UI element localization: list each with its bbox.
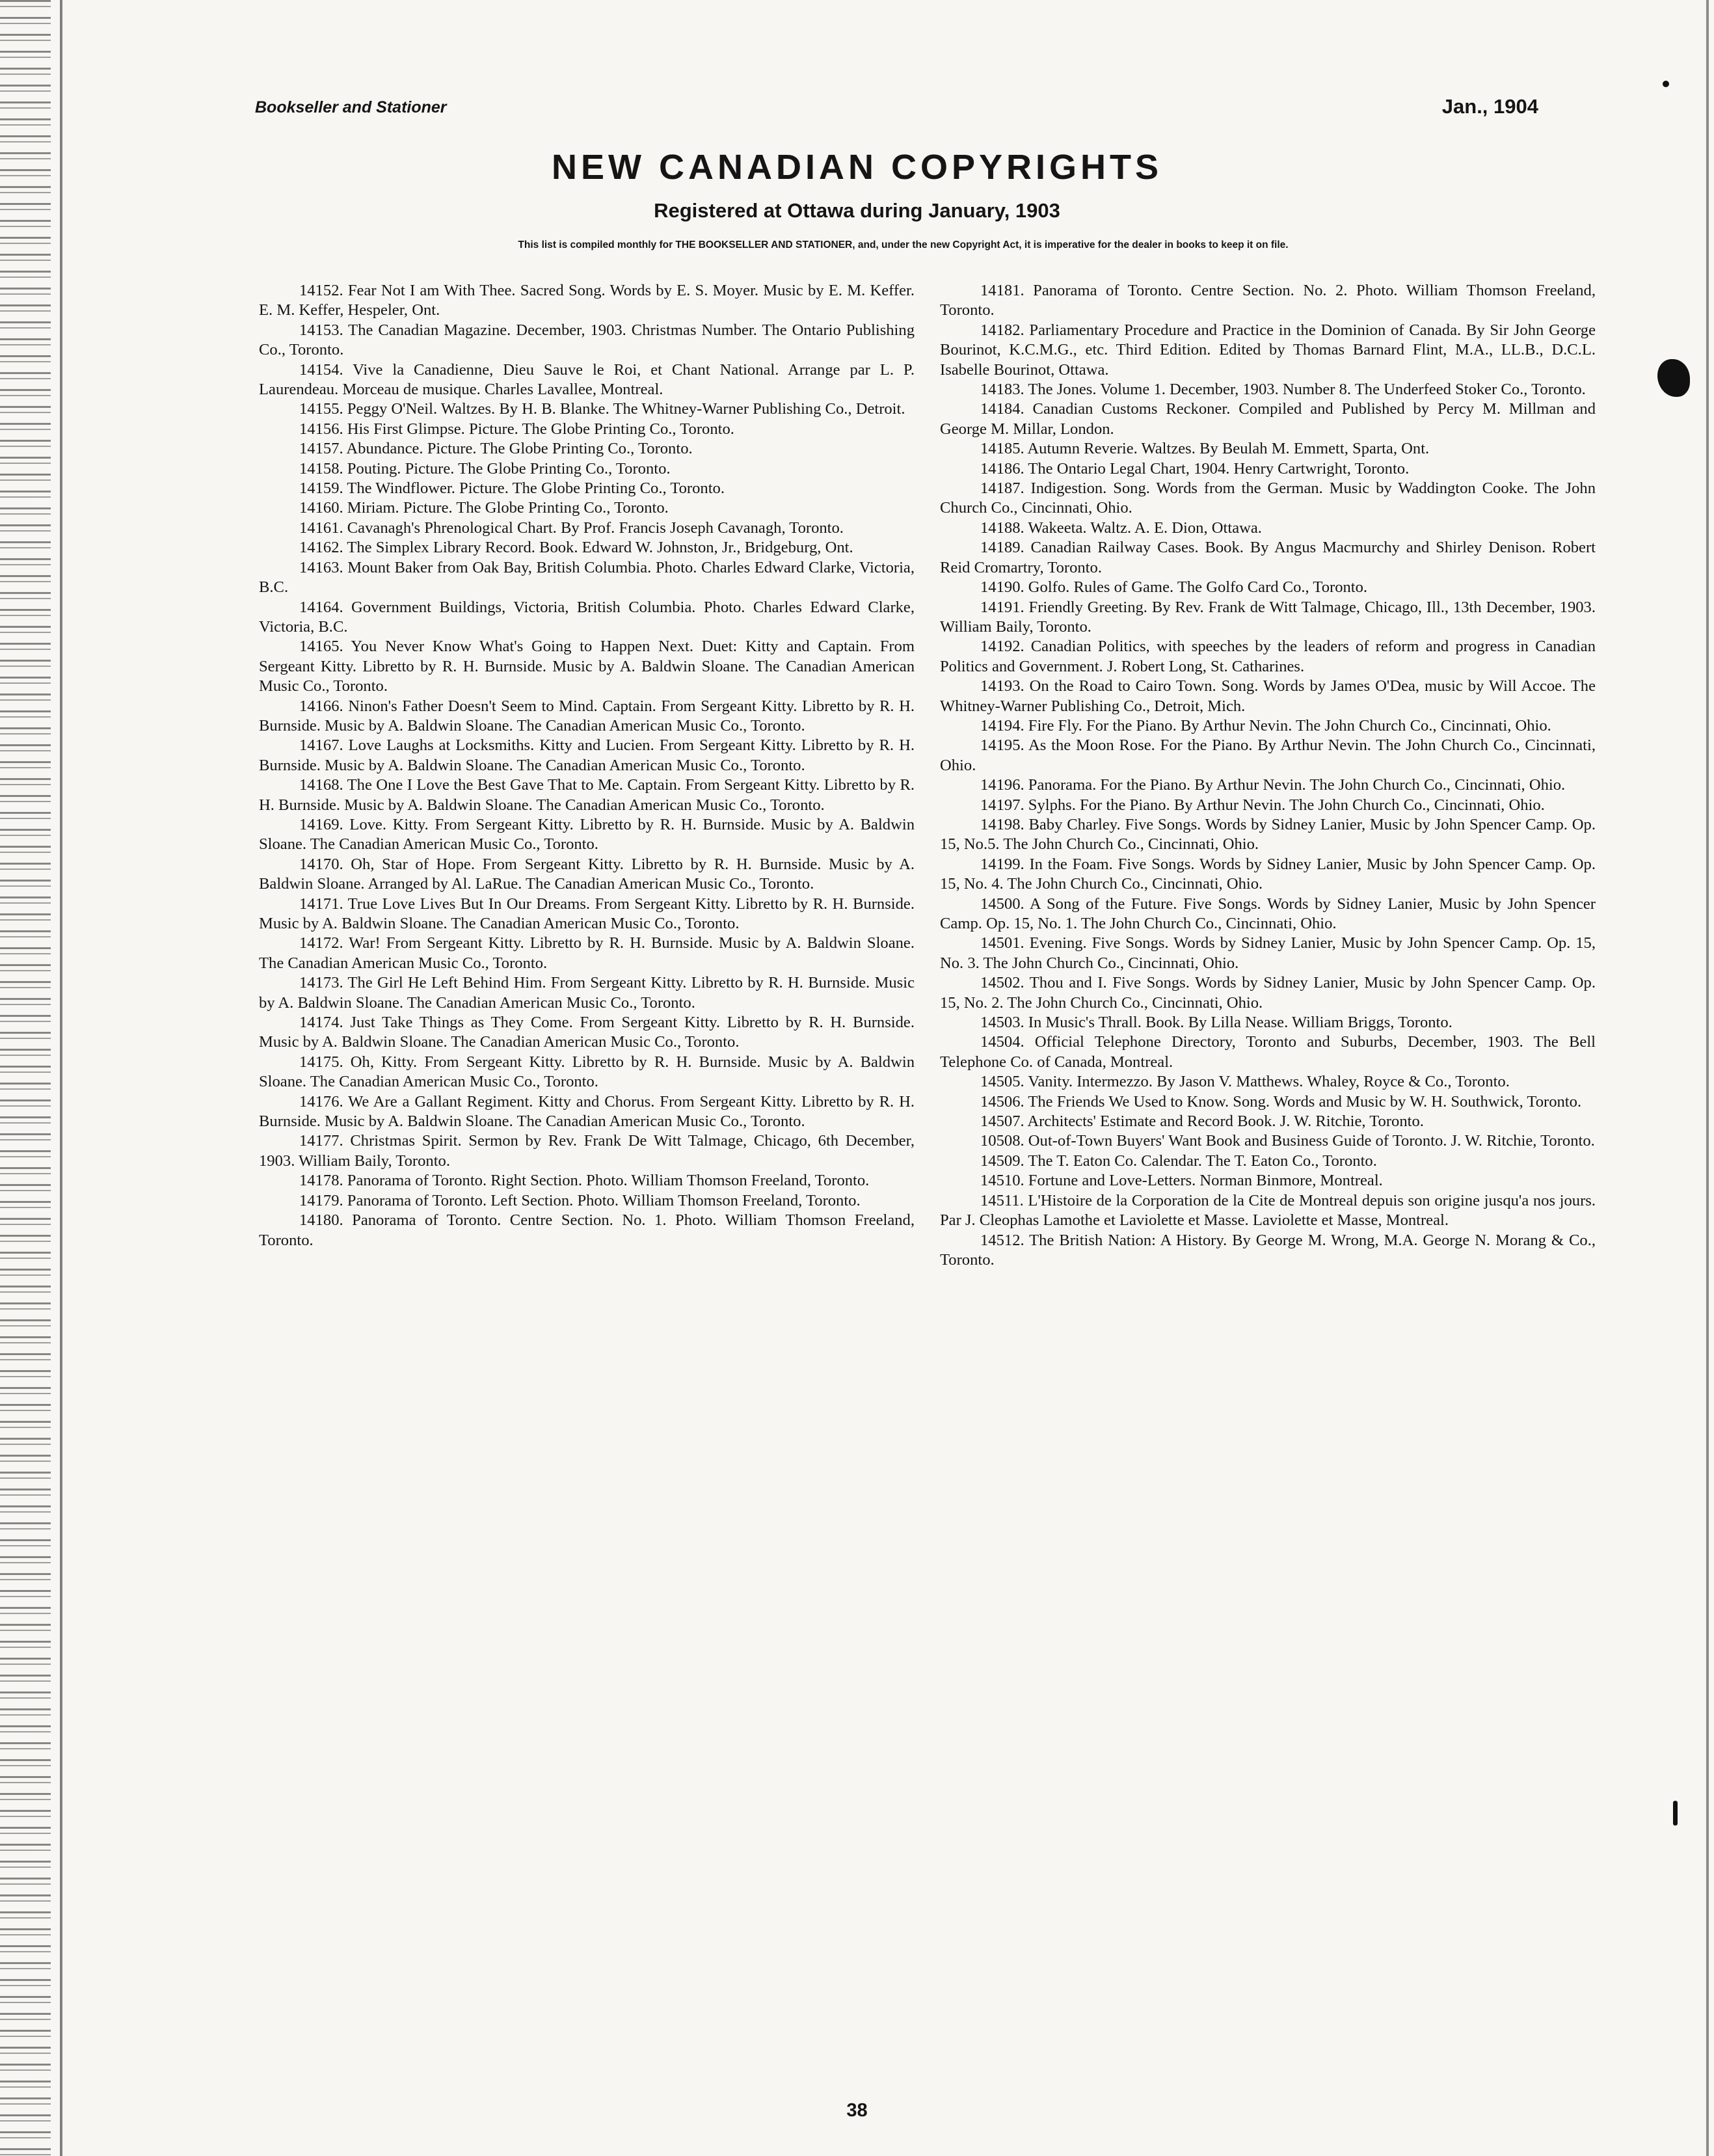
right-margin-rule bbox=[1706, 0, 1709, 2156]
copyright-entry: 14177. Christmas Spirit. Sermon by Rev. Frank De Witt Talmage, Chicago, 6th December, 1903. William Baily, Toronto. bbox=[259, 1132, 915, 1170]
ink-blot bbox=[1657, 359, 1690, 397]
copyright-entry: 14509. The T. Eaton Co. Calendar. The T. Eaton Co., Toronto. bbox=[980, 1152, 1377, 1170]
copyright-entry: 14158. Pouting. Picture. The Globe Printing Co., Toronto. bbox=[299, 459, 671, 478]
copyright-entry: 14165. You Never Know What's Going to Happen Next. Duet: Kitty and Captain. From Sergeant Kitty. Libretto by R. H. Burnside. Music by A. Baldwin Sloane. The Canadian American Music Co., Toronto. bbox=[259, 638, 915, 695]
copyright-entry: 10508. Out-of-Town Buyers' Want Book and Business Guide of Toronto. J. W. Ritchie, Toronto. bbox=[980, 1132, 1595, 1150]
copyright-entry: 14162. The Simplex Library Record. Book. Edward W. Johnston, Jr., Bridgeburg, Ont. bbox=[299, 539, 853, 557]
ink-blot bbox=[1673, 1801, 1678, 1826]
copyright-entry: 14166. Ninon's Father Doesn't Seem to Mind. Captain. From Sergeant Kitty. Libretto by R. H. Burnside. Music by A. Baldwin Sloane. The Canadian American Music Co., Toronto. bbox=[259, 697, 915, 734]
copyright-entry: 14178. Panorama of Toronto. Right Section. Photo. William Thomson Freeland, Toronto. bbox=[299, 1172, 870, 1190]
binding-rule bbox=[60, 0, 62, 2156]
copyright-entry: 14182. Parliamentary Procedure and Practice in the Dominion of Canada. By Sir John George Bourinot, K.C.M.G., etc. Third Edition. Edited by Thomas Barnard Flint, M.A., LL.B., D.C.L. Isabelle Bourinot, Ottawa. bbox=[940, 321, 1596, 379]
ink-blot bbox=[1663, 81, 1669, 87]
copyright-entry: 14500. A Song of the Future. Five Songs. Words by Sidney Lanier, Music by John Spencer Camp. Op. 15, No. 1. The John Church Co., Cincinnati, Ohio. bbox=[940, 895, 1596, 932]
copyright-entry: 14502. Thou and I. Five Songs. Words by Sidney Lanier, Music by John Spencer Camp. Op. 15, No. 2. The John Church Co., Cincinnati, Ohio. bbox=[940, 974, 1596, 1012]
copyright-entry: 14510. Fortune and Love-Letters. Norman Binmore, Montreal. bbox=[980, 1172, 1383, 1190]
copyright-entry: 14168. The One I Love the Best Gave That to Me. Captain. From Sergeant Kitty. Libretto by R. H. Burnside. Music by A. Baldwin Sloane. The Canadian American Music Co., Toronto. bbox=[259, 776, 915, 814]
copyright-entry: 14167. Love Laughs at Locksmiths. Kitty and Lucien. From Sergeant Kitty. Libretto by R. H. Burnside. Music by A. Baldwin Sloane. The Canadian American Music Co., Toronto. bbox=[259, 736, 915, 774]
copyright-entry: 14154. Vive la Canadienne, Dieu Sauve le Roi, et Chant National. Arrange par L. P. Laurendeau. Morceau de musique. Charles Lavallee, Montreal. bbox=[259, 360, 915, 399]
copyright-entry: 14196. Panorama. For the Piano. By Arthur Nevin. The John Church Co., Cincinnati, Ohio. bbox=[980, 776, 1566, 794]
copyright-entry: 14503. In Music's Thrall. Book. By Lilla Nease. William Briggs, Toronto. bbox=[980, 1014, 1453, 1032]
copyright-entry: 14179. Panorama of Toronto. Left Section. Photo. William Thomson Freeland, Toronto. bbox=[299, 1191, 861, 1209]
copyright-entry: 14511. L'Histoire de la Corporation de la Cite de Montreal depuis son origine jusqu'a nos jours. Par J. Cleophas Lamothe et Laviolette et Masse. Laviolette et Masse, Montreal. bbox=[940, 1191, 1596, 1230]
copyright-entry: 14190. Golfo. Rules of Game. The Golfo Card Co., Toronto. bbox=[980, 578, 1368, 597]
copyright-entry: 14197. Sylphs. For the Piano. By Arthur Nevin. The John Church Co., Cincinnati, Ohio. bbox=[980, 796, 1545, 814]
copyright-entry: 14181. Panorama of Toronto. Centre Section. No. 2. Photo. William Thomson Freeland, Toronto. bbox=[940, 282, 1596, 319]
copyright-entry: 14186. The Ontario Legal Chart, 1904. Henry Cartwright, Toronto. bbox=[980, 459, 1410, 478]
copyright-entry: 14507. Architects' Estimate and Record Book. J. W. Ritchie, Toronto. bbox=[980, 1112, 1424, 1131]
copyright-entry: 14504. Official Telephone Directory, Toronto and Suburbs, December, 1903. The Bell Telephone Co. of Canada, Montreal. bbox=[940, 1033, 1596, 1071]
copyright-entry: 14174. Just Take Things as They Come. From Sergeant Kitty. Libretto by R. H. Burnside. Music by A. Baldwin Sloane. The Canadian American Music Co., Toronto. bbox=[259, 1014, 915, 1051]
page-title: NEW CANADIAN COPYRIGHTS bbox=[551, 148, 1162, 187]
page-subtitle: Registered at Ottawa during January, 1903 bbox=[654, 199, 1060, 222]
copyright-entry: 14184. Canadian Customs Reckoner. Compiled and Published by Percy M. Millman and George M. Millar, London. bbox=[940, 400, 1596, 438]
publication-name: Bookseller and Stationer bbox=[255, 98, 447, 116]
copyright-entry: 14159. The Windflower. Picture. The Globe Printing Co., Toronto. bbox=[299, 479, 725, 498]
copyright-entry: 14169. Love. Kitty. From Sergeant Kitty. Libretto by R. H. Burnside. Music by A. Baldwin Sloane. The Canadian American Music Co., Toronto. bbox=[259, 815, 915, 854]
copyright-entry: 14160. Miriam. Picture. The Globe Printing Co., Toronto. bbox=[299, 499, 669, 517]
copyright-entry: 14505. Vanity. Intermezzo. By Jason V. Matthews. Whaley, Royce & Co., Toronto. bbox=[980, 1073, 1510, 1091]
copyright-entry: 14157. Abundance. Picture. The Globe Printing Co., Toronto. bbox=[299, 440, 693, 458]
page-number: 38 bbox=[846, 2100, 868, 2121]
copyright-entry: 14173. The Girl He Left Behind Him. From Sergeant Kitty. Libretto by R. H. Burnside. Music by A. Baldwin Sloane. The Canadian American Music Co., Toronto. bbox=[259, 974, 915, 1012]
left-column bbox=[259, 281, 915, 1250]
copyright-entry: 14512. The British Nation: A History. By George M. Wrong, M.A. George N. Morang & Co., Toronto. bbox=[940, 1231, 1596, 1269]
copyright-entry: 14185. Autumn Reverie. Waltzes. By Beulah M. Emmett, Sparta, Ont. bbox=[980, 440, 1430, 458]
copyright-entry: 14195. As the Moon Rose. For the Piano. By Arthur Nevin. The John Church Co., Cincinnati, Ohio. bbox=[940, 736, 1596, 774]
issue-date: Jan., 1904 bbox=[1441, 95, 1538, 118]
right-column bbox=[940, 281, 1596, 1270]
copyright-entry: 14192. Canadian Politics, with speeches by the leaders of reform and progress in Canadian Politics and Government. J. Robert Long, St. Catharines. bbox=[940, 638, 1596, 675]
scanned-binding-edge bbox=[0, 0, 51, 2156]
copyright-entry: 14506. The Friends We Used to Know. Song. Words and Music by W. H. Southwick, Toronto. bbox=[980, 1092, 1582, 1111]
copyright-entry: 14189. Canadian Railway Cases. Book. By Angus Macmurchy and Shirley Denison. Robert Reid Cromartry, Toronto. bbox=[940, 539, 1596, 576]
copyright-entry: 14198. Baby Charley. Five Songs. Words by Sidney Lanier, Music by John Spencer Camp. Op. 15, No.5. The John Church Co., Cincinnati, Ohio. bbox=[940, 815, 1596, 854]
copyright-entry: 14191. Friendly Greeting. By Rev. Frank de Witt Talmage, Chicago, Ill., 13th December, 1903. William Baily, Toronto. bbox=[940, 598, 1596, 636]
copyright-entry: 14161. Cavanagh's Phrenological Chart. By Prof. Francis Joseph Cavanagh, Toronto. bbox=[299, 519, 844, 537]
copyright-entry: 14155. Peggy O'Neil. Waltzes. By H. B. Blanke. The Whitney-Warner Publishing Co., Detroit. bbox=[299, 400, 905, 418]
copyright-entry: 14176. We Are a Gallant Regiment. Kitty and Chorus. From Sergeant Kitty. Libretto by R. H. Burnside. Music by A. Baldwin Sloane. The Canadian American Music Co., Toronto. bbox=[259, 1092, 915, 1131]
copyright-entry: 14188. Wakeeta. Waltz. A. E. Dion, Ottawa. bbox=[980, 519, 1262, 537]
copyright-entry: 14194. Fire Fly. For the Piano. By Arthur Nevin. The John Church Co., Cincinnati, Ohio. bbox=[980, 716, 1551, 734]
copyright-entry: 14180. Panorama of Toronto. Centre Section. No. 1. Photo. William Thomson Freeland, Toronto. bbox=[259, 1211, 915, 1249]
copyright-entry: 14501. Evening. Five Songs. Words by Sidney Lanier, Music by John Spencer Camp. Op. 15, No. 3. The John Church Co., Cincinnati, Ohio. bbox=[940, 934, 1596, 972]
copyright-entry: 14163. Mount Baker from Oak Bay, British Columbia. Photo. Charles Edward Clarke, Victoria, B.C. bbox=[259, 558, 915, 597]
copyright-entry: 14172. War! From Sergeant Kitty. Libretto by R. H. Burnside. Music by A. Baldwin Sloane. The Canadian American Music Co., Toronto. bbox=[259, 934, 915, 972]
copyright-entry: 14164. Government Buildings, Victoria, British Columbia. Photo. Charles Edward Clarke, Victoria, B.C. bbox=[259, 598, 915, 636]
copyright-entry: 14199. In the Foam. Five Songs. Words by Sidney Lanier, Music by John Spencer Camp. Op. 15, No. 4. The John Church Co., Cincinnati, Ohio. bbox=[940, 855, 1596, 893]
copyright-entry: 14187. Indigestion. Song. Words from the German. Music by Waddington Cooke. The John Church Co., Cincinnati, Ohio. bbox=[940, 479, 1596, 517]
copyright-entry: 14193. On the Road to Cairo Town. Song. Words by James O'Dea, music by Will Accoe. The Whitney-Warner Publishing Co., Detroit, Mich. bbox=[940, 677, 1596, 715]
copyright-entry: 14170. Oh, Star of Hope. From Sergeant Kitty. Libretto by R. H. Burnside. Music by A. Baldwin Sloane. Arranged by Al. LaRue. The Canadian American Music Co., Toronto. bbox=[259, 855, 915, 893]
copyright-entry: 14156. His First Glimpse. Picture. The Globe Printing Co., Toronto. bbox=[299, 420, 734, 438]
compilation-notice: This list is compiled monthly for THE BOOKSELLER AND STATIONER, and, under the new Copyright Act, it is imperative for the dealer in books to keep it on file. bbox=[518, 239, 1289, 250]
copyright-entry: 14175. Oh, Kitty. From Sergeant Kitty. Libretto by R. H. Burnside. Music by A. Baldwin Sloane. The Canadian American Music Co., Toronto. bbox=[259, 1053, 915, 1091]
copyright-entry: 14152. Fear Not I am With Thee. Sacred Song. Words by E. S. Moyer. Music by E. M. Keffer. E. M. Keffer, Hespeler, Ont. bbox=[259, 282, 915, 319]
copyright-entry: 14183. The Jones. Volume 1. December, 1903. Number 8. The Underfeed Stoker Co., Toronto. bbox=[980, 381, 1586, 399]
copyright-entry: 14153. The Canadian Magazine. December, 1903. Christmas Number. The Ontario Publishing Co., Toronto. bbox=[259, 321, 915, 359]
copyright-entry: 14171. True Love Lives But In Our Dreams. From Sergeant Kitty. Libretto by R. H. Burnside. Music by A. Baldwin Sloane. The Canadian American Music Co., Toronto. bbox=[259, 895, 915, 932]
